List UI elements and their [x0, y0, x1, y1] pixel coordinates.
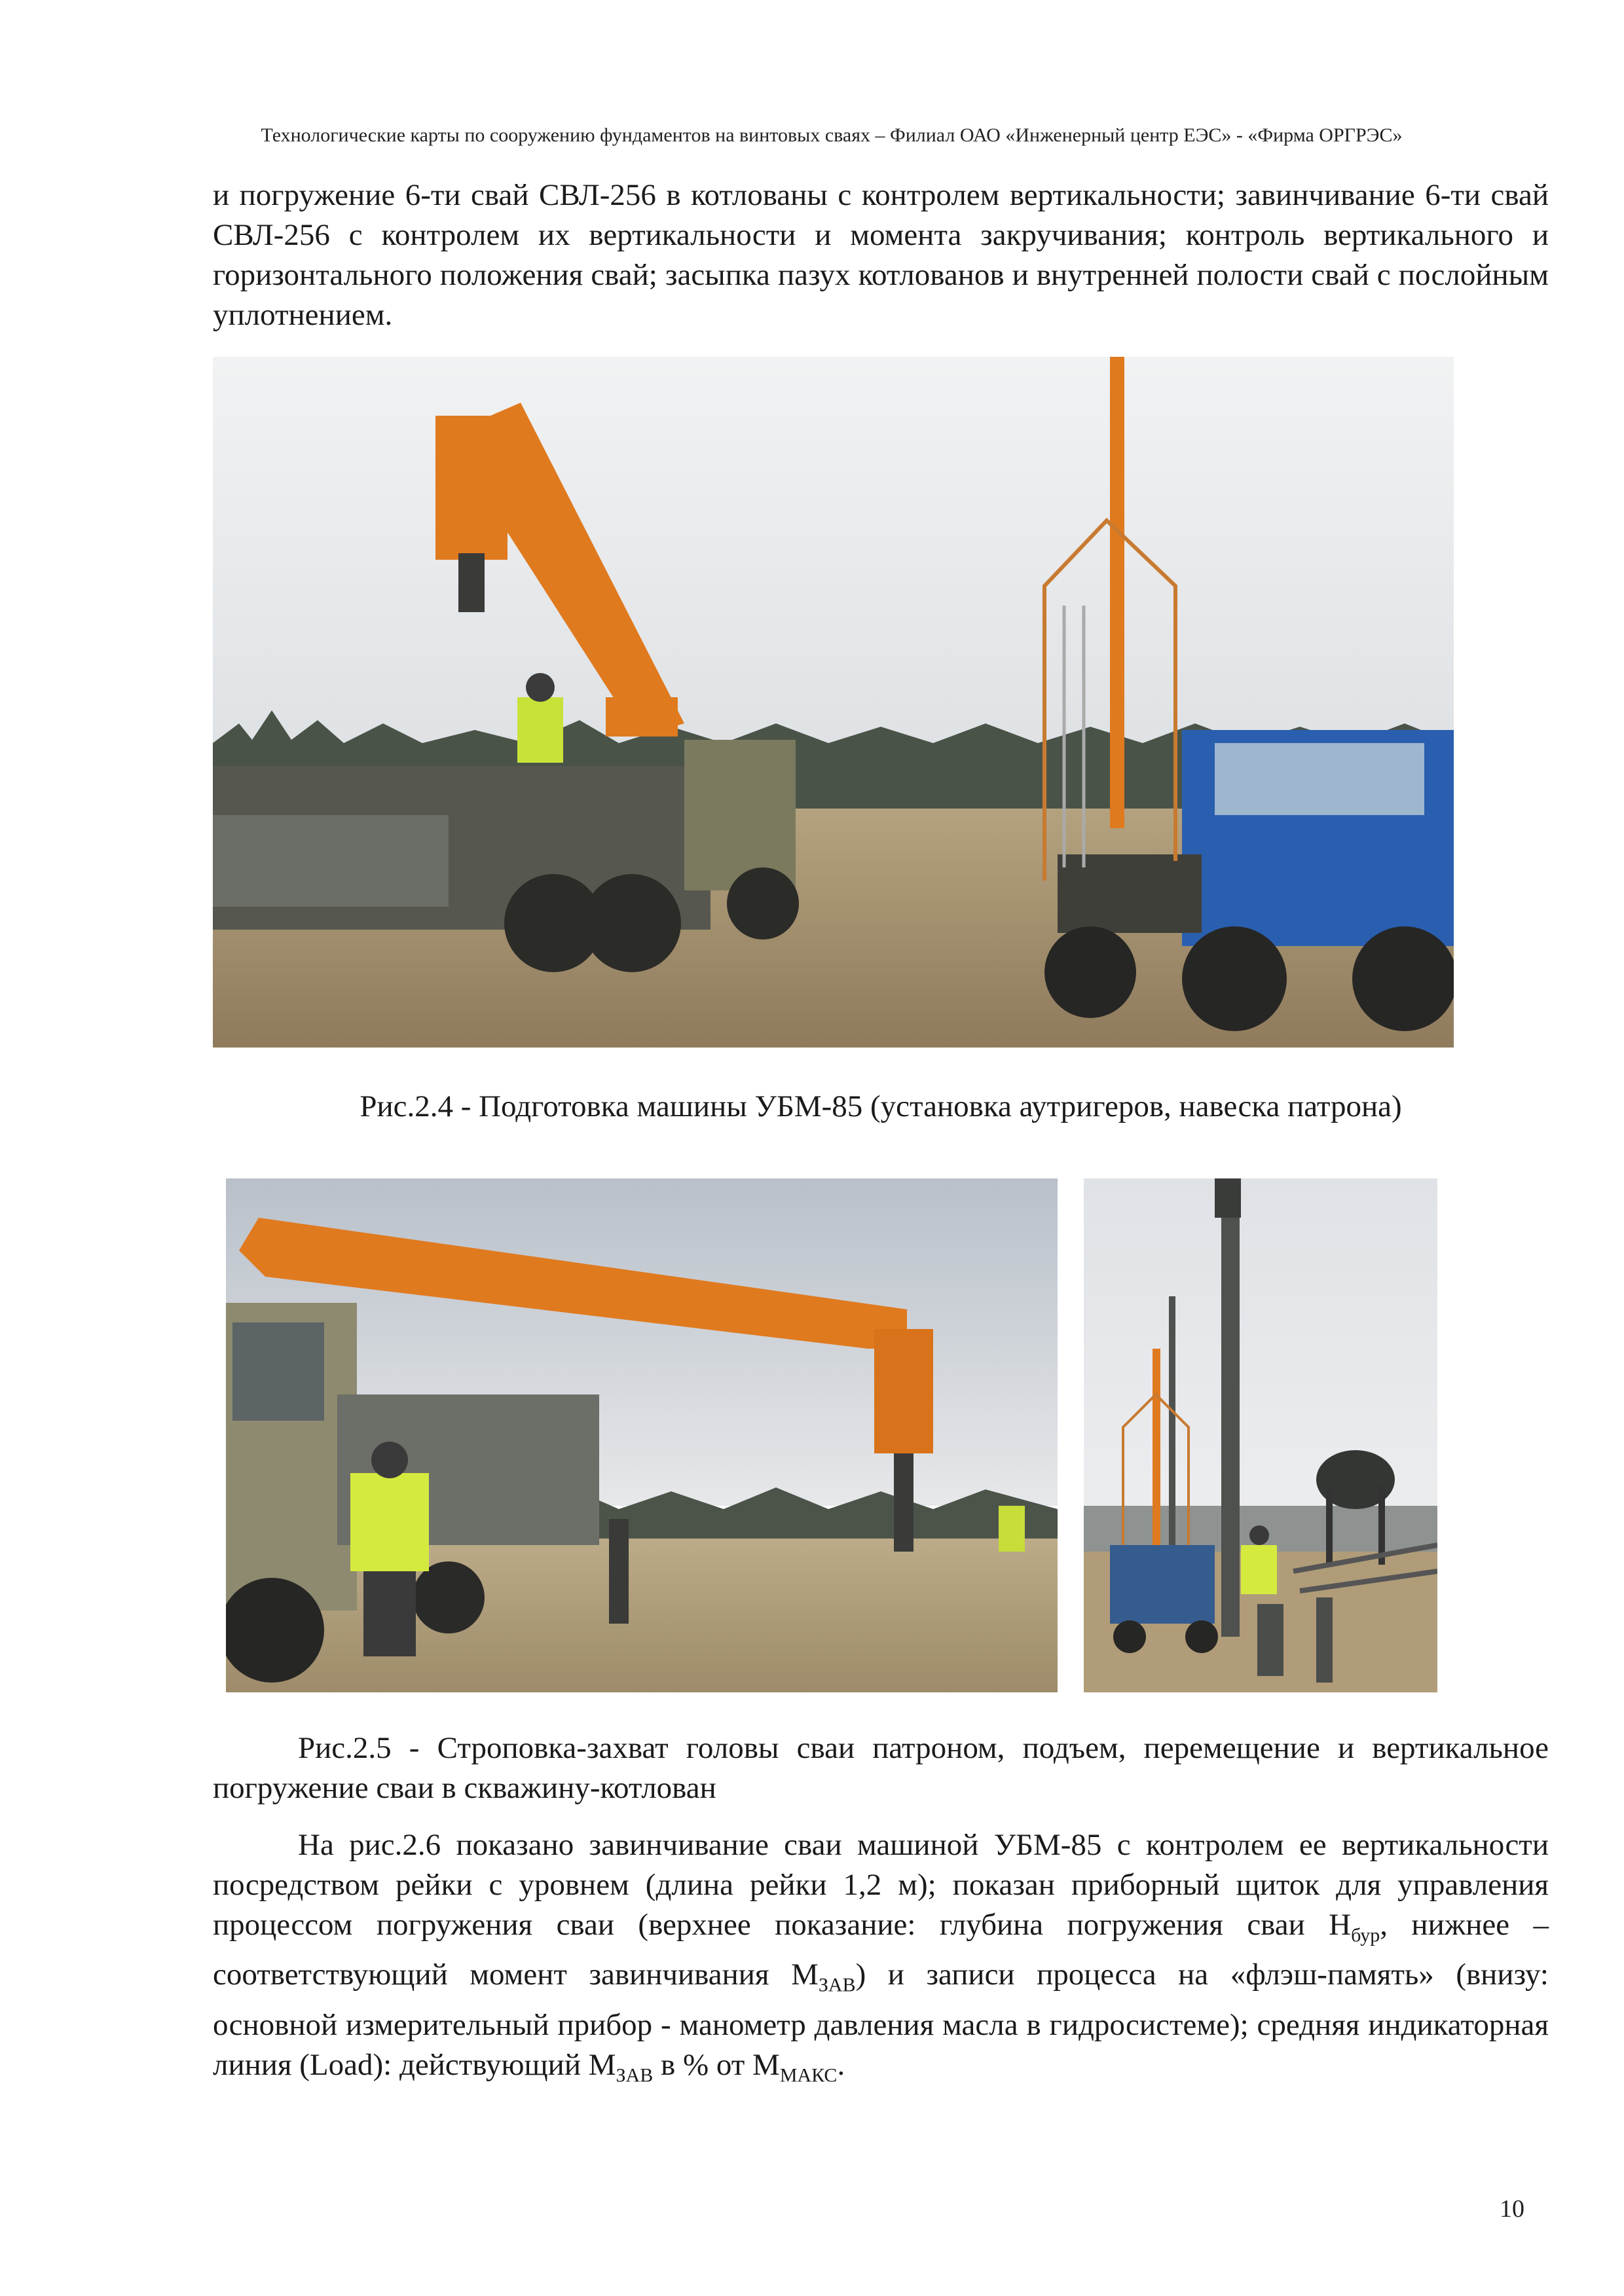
intro-paragraph: и погружение 6-ти свай СВЛ-256 в котлованы с контролем вертикальности; завинчивание 6-ти свай СВЛ-256 с контролем их вертикальности и момента закручивания; контроль вертикального и горизонтального положения свай; засыпка пазух котлованов и внутренней полости свай с послойным уплотнением.: [213, 178, 1549, 332]
body-text-part-2: , нижнее – соответствующий момент завинчивания M: [213, 1908, 1549, 1992]
subscript-zav-1: ЗАВ: [818, 1974, 856, 1996]
body-text-part-4: в % от M: [653, 2047, 780, 2082]
subscript-maks: МАКС: [779, 2064, 838, 2086]
figure-2-5-photo-left: [226, 1178, 1058, 1692]
subscript-zav-2: ЗАВ: [616, 2064, 654, 2086]
body-text-part-1: На рис.2.6 показано завинчивание сваи машиной УБМ-85 с контролем ее вертикальности посредством рейки с уровнем (длина рейки 1,2 м); показан приборный щиток для управления процессом погружения сваи (верхнее показание: глубина погружения сваи H: [213, 1828, 1549, 1942]
subscript-bur: бур: [1351, 1924, 1380, 1946]
running-header: Технологические карты по сооружению фундаментов на винтовых сваях – Филиал ОАО «Инженерный центр ЕЭС» - «Фирма ОРГРЭС»: [261, 124, 1403, 146]
figure-2-4-caption: Рис.2.4 - Подготовка машины УБМ-85 (установка аутригеров, навеска патрона): [360, 1089, 1402, 1123]
body-paragraph: [213, 1825, 1549, 2095]
figure-2-4-photo: [213, 357, 1454, 1048]
body-text-part-5: .: [837, 2047, 845, 2082]
body-text-part-3: ) и записи процесса на «флэш-память» (внизу: основной измерительный прибор - манометр давления масла в гидросистеме); средняя индикаторная линия (Load): действующий M: [213, 1958, 1549, 2082]
figure-2-5-caption: Рис.2.5 - Строповка-захват головы сваи патроном, подъем, перемещение и вертикальное погружение сваи в скважину-котлован: [213, 1731, 1549, 1805]
page-number: 10: [1500, 2195, 1524, 2223]
figure-2-5-photo-right: [1084, 1178, 1437, 1692]
